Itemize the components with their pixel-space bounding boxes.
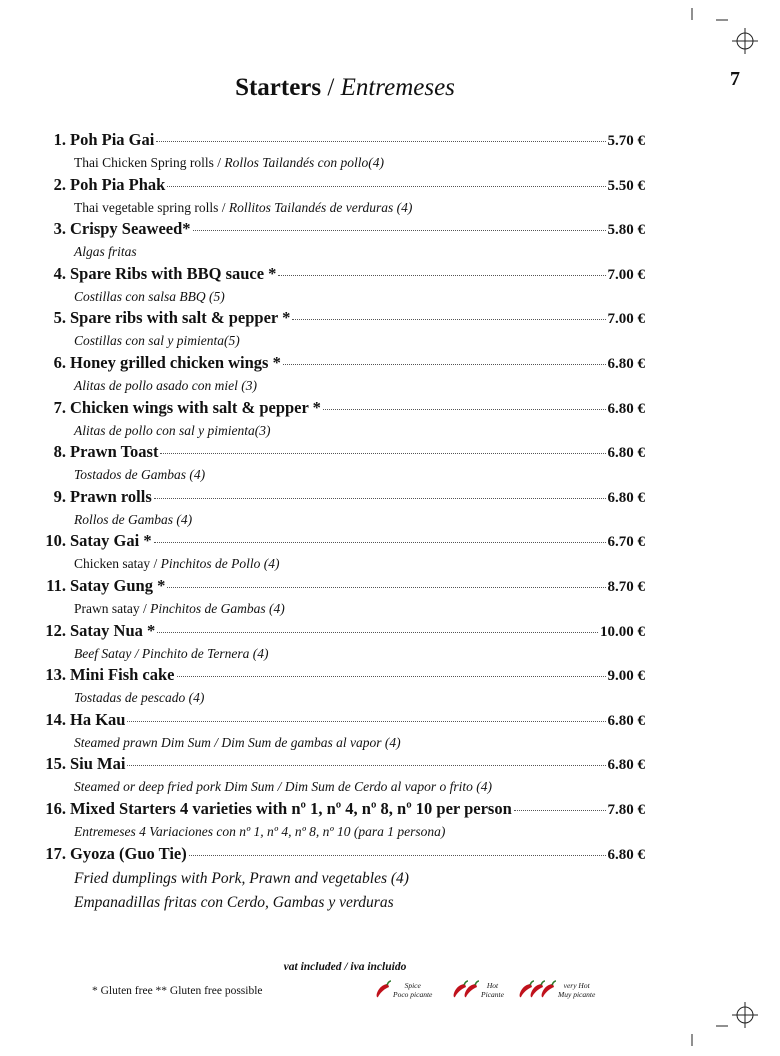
item-price: 5.70 € bbox=[607, 133, 645, 149]
menu-item-line bbox=[30, 576, 645, 599]
item-name: Prawn Toast bbox=[70, 442, 159, 462]
legend-very-hot-es: Muy picante bbox=[558, 990, 596, 999]
legend-spice-es: Poco picante bbox=[393, 990, 433, 999]
item-name: Mini Fish cake bbox=[70, 665, 175, 685]
description-spanish: Rollitos Tailandés de verduras (4) bbox=[228, 199, 413, 215]
crop-mark-icon bbox=[716, 18, 728, 22]
item-description bbox=[30, 688, 645, 708]
dot-leader bbox=[154, 498, 606, 499]
legend-very-hot bbox=[518, 978, 595, 1002]
item-number: 7. bbox=[53, 397, 66, 417]
item-price: 6.80 € bbox=[607, 355, 645, 372]
registration-mark-icon bbox=[732, 28, 758, 54]
description-spanish: Steamed or deep fried pork Dim Sum / Dim Sum de Cerdo al vapor o frito (4) bbox=[74, 779, 492, 795]
dot-leader bbox=[283, 364, 606, 365]
item-number: 5. bbox=[53, 308, 66, 328]
menu-item bbox=[30, 487, 645, 532]
dot-leader bbox=[127, 765, 605, 766]
item-number: 8. bbox=[53, 442, 66, 462]
item-price: 7.00 € bbox=[607, 311, 645, 328]
item-number: 2. bbox=[53, 174, 66, 194]
item-number: 16. bbox=[45, 798, 66, 818]
dot-leader bbox=[292, 319, 605, 320]
item-name: Poh Pia Gai bbox=[70, 130, 155, 149]
menu-item bbox=[30, 219, 645, 264]
pepper-icon bbox=[375, 978, 391, 1002]
dot-leader bbox=[278, 275, 605, 276]
item-name: Prawn rolls bbox=[70, 486, 152, 506]
menu-item-line bbox=[30, 175, 645, 198]
menu-item-line bbox=[30, 442, 645, 465]
item-price: 6.80 € bbox=[607, 445, 645, 462]
menu-item-line bbox=[30, 621, 645, 644]
menu-item-line bbox=[30, 219, 645, 242]
item-price: 6.80 € bbox=[607, 757, 645, 774]
description-spanish: Costillas con sal y pimienta(5) bbox=[74, 333, 240, 349]
description-spanish: Steamed prawn Dim Sum / Dim Sum de gambas al vapor (4) bbox=[74, 734, 401, 750]
legend-hot-es: Picante bbox=[481, 990, 504, 999]
menu-item bbox=[30, 576, 645, 621]
menu-item-line bbox=[30, 710, 645, 733]
menu-item-line bbox=[30, 844, 645, 867]
item-price: 7.80 € bbox=[607, 801, 645, 818]
menu-item bbox=[30, 130, 645, 175]
item-name: Poh Pia Phak bbox=[70, 174, 166, 194]
item-price: 6.80 € bbox=[607, 489, 645, 506]
dot-leader bbox=[160, 453, 605, 454]
description-spanish: Tostados de Gambas (4) bbox=[74, 467, 206, 483]
item-number: 11. bbox=[46, 575, 66, 595]
menu-item-line bbox=[30, 487, 645, 510]
legend-very-hot-en: very Hot bbox=[563, 981, 590, 990]
item-number: 3. bbox=[53, 219, 66, 239]
item-price: 6.70 € bbox=[607, 534, 645, 551]
legend-hot-en: Hot bbox=[486, 981, 499, 990]
description-spanish: Pinchitos de Gambas (4) bbox=[150, 600, 285, 616]
dot-leader bbox=[127, 721, 605, 722]
page-title bbox=[0, 74, 690, 102]
menu-item bbox=[30, 665, 645, 710]
vat-note: vat included / iva incluido bbox=[283, 961, 407, 973]
item-price: 6.80 € bbox=[607, 846, 645, 863]
menu-item-line bbox=[30, 308, 645, 331]
description-separator: / bbox=[213, 155, 225, 170]
menu-item-line bbox=[30, 130, 645, 153]
item-name: Honey grilled chicken wings * bbox=[70, 352, 281, 372]
legend-spice-en: Spice bbox=[404, 981, 421, 990]
menu-item bbox=[30, 175, 645, 220]
item-price: 10.00 € bbox=[600, 623, 645, 640]
description-spanish: Rollos Tailandés con pollo(4) bbox=[224, 155, 385, 170]
pepper-icon bbox=[518, 978, 556, 1002]
item-description bbox=[30, 733, 645, 753]
item-price: 5.50 € bbox=[607, 177, 645, 194]
pepper-icon bbox=[452, 978, 479, 1002]
description-spanish: Entremeses 4 Variaciones con nº 1, nº 4, nº 8, nº 10 (para 1 persona) bbox=[74, 823, 446, 839]
description-spanish: Pinchitos de Pollo (4) bbox=[160, 556, 280, 572]
dot-leader bbox=[189, 855, 606, 856]
item-price: 6.80 € bbox=[607, 712, 645, 729]
menu-list bbox=[30, 130, 645, 911]
description-separator: / bbox=[139, 600, 151, 616]
dot-leader bbox=[156, 141, 605, 142]
item-name: Siu Mai bbox=[70, 754, 126, 774]
description-separator: / bbox=[218, 199, 229, 215]
dot-leader bbox=[177, 676, 606, 677]
description-spanish: Alitas de pollo con sal y pimienta(3) bbox=[74, 422, 271, 438]
description-spanish: Alitas de pollo asado con miel (3) bbox=[74, 377, 257, 393]
item-number: 4. bbox=[53, 263, 66, 283]
menu-item bbox=[30, 442, 645, 487]
description-separator: / bbox=[150, 556, 161, 572]
item-name: Spare ribs with salt & pepper * bbox=[70, 308, 291, 328]
item-description bbox=[30, 822, 645, 842]
item-description bbox=[30, 153, 645, 173]
item-number: 1. bbox=[53, 130, 66, 149]
dot-leader bbox=[167, 186, 605, 187]
menu-item-line bbox=[30, 754, 645, 777]
dot-leader bbox=[167, 587, 605, 588]
item-name: Spare Ribs with BBQ sauce * bbox=[70, 263, 277, 283]
description-english: Thai vegetable spring rolls bbox=[74, 199, 219, 215]
menu-item bbox=[30, 710, 645, 755]
menu-item bbox=[30, 308, 645, 353]
menu-item-line bbox=[30, 799, 645, 822]
menu-item bbox=[30, 264, 645, 309]
item-number: 13. bbox=[45, 665, 66, 685]
dot-leader bbox=[323, 409, 606, 410]
item-name: Satay Nua * bbox=[70, 620, 156, 640]
menu-item-line bbox=[30, 398, 645, 421]
legend-hot bbox=[452, 978, 504, 1002]
item-name: Mixed Starters 4 varieties with nº 1, nº 4, nº 8, nº 10 per person bbox=[70, 798, 512, 818]
item-number: 15. bbox=[45, 754, 66, 774]
description-spanish: Rollos de Gambas (4) bbox=[74, 511, 193, 527]
item-price: 8.70 € bbox=[607, 578, 645, 595]
item-description bbox=[30, 198, 645, 218]
menu-item bbox=[30, 843, 645, 911]
item-number: 9. bbox=[53, 486, 66, 506]
item-description bbox=[30, 287, 645, 307]
item-name: Satay Gung * bbox=[70, 575, 166, 595]
page-number: 7 bbox=[730, 68, 740, 90]
menu-item bbox=[30, 799, 645, 844]
menu-item bbox=[30, 754, 645, 799]
dot-leader bbox=[157, 632, 598, 633]
item-description bbox=[30, 554, 645, 574]
legend-spice bbox=[375, 978, 432, 1002]
item-number: 14. bbox=[45, 709, 66, 729]
item-description bbox=[30, 777, 645, 797]
item-name: Satay Gai * bbox=[70, 531, 152, 551]
item-description bbox=[30, 599, 645, 619]
item-description bbox=[30, 331, 645, 351]
item-description bbox=[30, 376, 645, 396]
description-english: Thai Chicken Spring rolls bbox=[74, 155, 214, 170]
item-number: 17. bbox=[45, 843, 66, 863]
item-name: Chicken wings with salt & pepper * bbox=[70, 397, 321, 417]
item-number: 6. bbox=[53, 352, 66, 372]
description-spanish: Algas fritas bbox=[74, 244, 137, 260]
dot-leader bbox=[154, 542, 606, 543]
item-description bbox=[30, 510, 645, 530]
item-description bbox=[30, 465, 645, 485]
menu-item bbox=[30, 531, 645, 576]
menu-item-line bbox=[30, 665, 645, 688]
registration-mark-icon bbox=[732, 1002, 758, 1028]
dot-leader bbox=[514, 810, 606, 811]
description-english: Prawn satay bbox=[74, 600, 140, 616]
title-separator: / bbox=[321, 74, 341, 101]
item-description-extended: Fried dumplings with Pork, Prawn and vegetables (4) bbox=[74, 869, 409, 887]
dot-leader bbox=[193, 230, 606, 231]
item-price: 9.00 € bbox=[607, 668, 645, 685]
item-description bbox=[30, 421, 645, 441]
chili-pepper-icon bbox=[377, 981, 391, 997]
description-spanish: Beef Satay / Pinchito de Ternera (4) bbox=[74, 645, 269, 661]
item-price: 5.80 € bbox=[607, 222, 645, 239]
menu-item-line bbox=[30, 264, 645, 287]
crop-mark-icon bbox=[690, 8, 694, 20]
menu-item bbox=[30, 353, 645, 398]
item-description bbox=[30, 242, 645, 262]
item-name: Ha Kau bbox=[70, 709, 126, 729]
item-name: Gyoza (Guo Tie) bbox=[70, 843, 187, 863]
description-spanish: Costillas con salsa BBQ (5) bbox=[74, 288, 225, 304]
menu-item bbox=[30, 621, 645, 666]
crop-mark-icon bbox=[690, 1034, 694, 1046]
item-number: 10. bbox=[45, 531, 66, 551]
chili-pepper-icon bbox=[465, 981, 479, 997]
item-name: Crispy Seaweed* bbox=[70, 219, 191, 239]
menu-item-line bbox=[30, 531, 645, 554]
menu-item-line bbox=[30, 353, 645, 376]
title-english: Starters bbox=[235, 74, 322, 101]
item-description bbox=[30, 644, 645, 664]
item-number: 12. bbox=[45, 620, 66, 640]
item-price: 7.00 € bbox=[607, 266, 645, 283]
item-price: 6.80 € bbox=[607, 400, 645, 417]
item-description-extended: Empanadillas fritas con Cerdo, Gambas y verduras bbox=[74, 893, 394, 911]
menu-item bbox=[30, 398, 645, 443]
description-english: Chicken satay bbox=[74, 556, 151, 572]
gluten-note: * Gluten free ** Gluten free possible bbox=[92, 985, 263, 997]
crop-mark-icon bbox=[716, 1024, 728, 1028]
title-spanish: Entremeses bbox=[340, 74, 455, 101]
chili-pepper-icon bbox=[542, 981, 556, 997]
description-spanish: Tostadas de pescado (4) bbox=[74, 690, 205, 706]
